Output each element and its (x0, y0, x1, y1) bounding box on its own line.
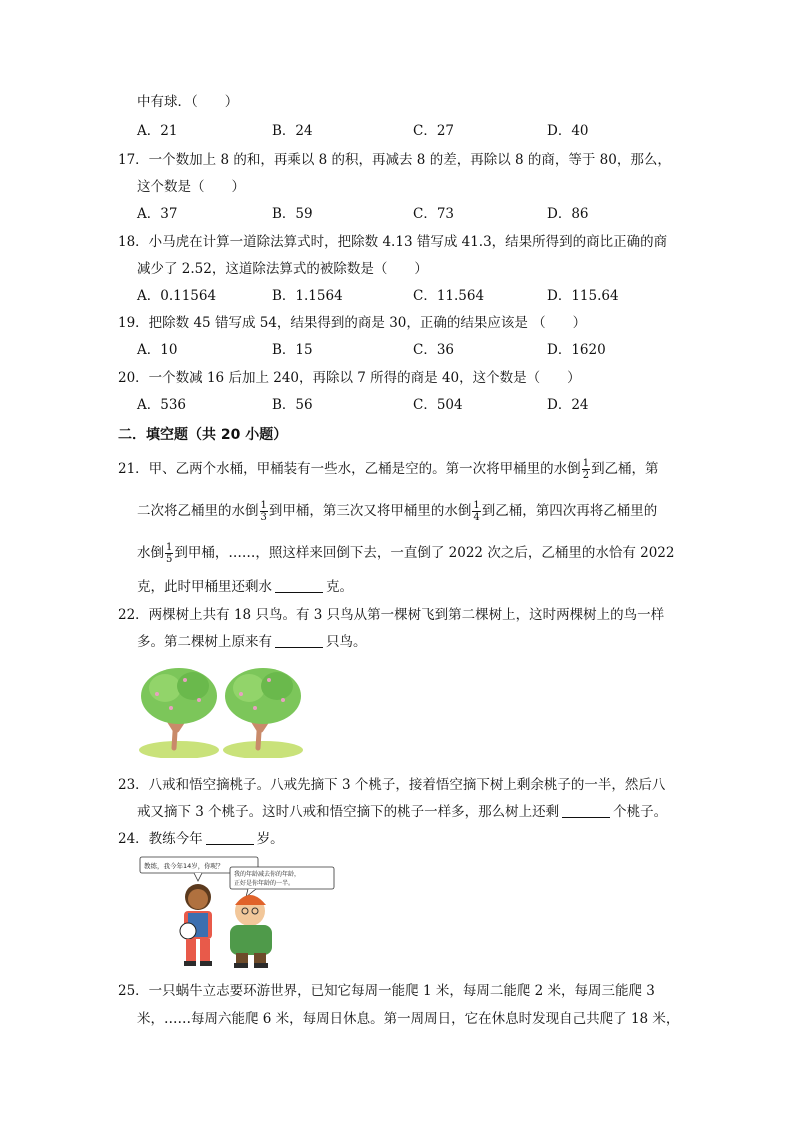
two-trees-illustration (137, 660, 305, 758)
q21-text: 克。 (326, 579, 353, 595)
q21-text: 到乙桶，第 (591, 461, 659, 477)
answer-blank[interactable] (275, 578, 323, 593)
q16-option-a[interactable]: A．21 (137, 123, 178, 139)
answer-blank[interactable] (206, 830, 254, 845)
q20-option-a[interactable]: A．536 (137, 397, 187, 413)
tree-1 (139, 668, 219, 758)
q20-line-1: 20．一个数减 16 后加上 240，再除以 7 所得的商是 40，这个数是（ ） (118, 370, 581, 386)
q18-line-2: 减少了 2.52，这道除法算式的被除数是（ ） (137, 261, 428, 277)
q17-options (137, 204, 637, 224)
q19-line-1: 19．把除数 45 错写成 54，结果得到的商是 30，正确的结果应该是 （ ） (118, 315, 587, 331)
q21-line-2 (137, 500, 657, 523)
answer-blank[interactable] (275, 633, 323, 648)
coach-figure (230, 895, 272, 968)
q20-option-c[interactable]: C．504 (413, 397, 463, 413)
q17-line-1: 17．一个数加上 8 的和，再乘以 8 的积，再减去 8 的差，再除以 8 的商，等于 80，那么， (118, 152, 671, 168)
q21-line-1 (118, 458, 659, 481)
q23-text: 戒又摘下 3 个桃子。这时八戒和悟空摘下的桃子一样多，那么树上还剩 (137, 804, 560, 820)
q18-options (137, 286, 637, 306)
boy-figure (180, 884, 212, 966)
q17-option-b[interactable]: B．59 (272, 206, 313, 222)
q23-line-1: 23．八戒和悟空摘桃子。八戒先摘下 3 个桃子，接着悟空摘下树上剩余桃子的一半，然后八 (118, 777, 666, 793)
q19-options (137, 340, 637, 360)
q21-text: 水倒 (137, 545, 164, 561)
q16-option-d[interactable]: D．40 (547, 123, 589, 139)
q21-line-3 (137, 542, 674, 565)
coach-and-boy-illustration (138, 855, 338, 970)
q20-options (137, 395, 637, 415)
q16-text: 中有球．（ ） (137, 94, 239, 110)
q16-options (137, 121, 637, 141)
q24-text: 岁。 (256, 831, 284, 847)
q22-text: 只鸟。 (326, 634, 367, 650)
q19-option-c[interactable]: C．36 (413, 342, 455, 358)
q21-text: 克，此时甲桶里还剩水 (137, 579, 272, 595)
q21-line-4 (137, 577, 353, 597)
fraction-quarter: $\frac{1}{4}$ (473, 500, 480, 523)
svg-text:教练，我今年14岁，你呢？: 教练，我今年14岁，你呢？ (144, 862, 224, 870)
q17-option-c[interactable]: C．73 (413, 206, 455, 222)
q18-option-b[interactable]: B．1.1564 (272, 288, 343, 304)
q20-option-b[interactable]: B．56 (272, 397, 313, 413)
q18-option-a[interactable]: A．0.11564 (137, 288, 217, 304)
q24-text: 24．教练今年 (118, 831, 203, 847)
q21-text: 到甲桶，……，照这样来回倒下去，一直倒了 2022 次之后，乙桶里的水恰有 2022 (174, 545, 675, 561)
q22-text: 多。第二棵树上原来有 (137, 634, 272, 650)
q23-line-2 (137, 802, 667, 822)
fraction-fifth: $\frac{1}{5}$ (166, 542, 173, 565)
q18-option-d[interactable]: D．115.64 (547, 288, 619, 304)
q17-line-2: 这个数是（ ） (137, 179, 245, 195)
q24-line-1 (118, 829, 284, 849)
q16-option-b[interactable]: B．24 (272, 123, 313, 139)
q21-text: 21．甲、乙两个水桶，甲桶装有一些水，乙桶是空的。第一次将甲桶里的水倒 (118, 461, 581, 477)
speech-bubble-right (230, 867, 334, 897)
q22-line-1: 22．两棵树上共有 18 只鸟。有 3 只鸟从第一棵树飞到第二棵树上，这时两棵树上的鸟一样 (118, 607, 665, 623)
q21-text: 到乙桶，第四次再将乙桶里的 (481, 503, 658, 519)
fraction-third: $\frac{1}{3}$ (260, 500, 267, 523)
q20-option-d[interactable]: D．24 (547, 397, 589, 413)
q17-option-a[interactable]: A．37 (137, 206, 178, 222)
svg-text:我的年龄减去你的年龄，: 我的年龄减去你的年龄， (234, 871, 301, 878)
q19-option-b[interactable]: B．15 (272, 342, 313, 358)
q23-text: 个桃子。 (613, 804, 668, 820)
q19-option-a[interactable]: A．10 (137, 342, 178, 358)
q18-line-1: 18．小马虎在计算一道除法算式时，把除数 4.13 错写成 41.3，结果所得到的商比正确的商 (118, 234, 668, 250)
q22-line-2 (137, 632, 367, 652)
q21-text: 二次将乙桶里的水倒 (137, 503, 259, 519)
q16-option-c[interactable]: C．27 (413, 123, 455, 139)
q19-option-d[interactable]: D．1620 (547, 342, 606, 358)
q21-text: 到甲桶，第三次又将甲桶里的水倒 (268, 503, 472, 519)
q25-line-2: 米，……每周六能爬 6 米，每周日休息。第一周周日，它在休息时发现自己共爬了 18 米， (137, 1011, 680, 1027)
q25-line-1: 25．一只蜗牛立志要环游世界，已知它每周一能爬 1 米，每周二能爬 2 米，每周三能爬 3 (118, 983, 655, 999)
tree-2 (223, 668, 303, 758)
q17-option-d[interactable]: D．86 (547, 206, 589, 222)
q18-option-c[interactable]: C．11.564 (413, 288, 485, 304)
fraction-half: $\frac{1}{2}$ (582, 458, 590, 481)
section-heading: 二．填空题（共 20 小题） (118, 427, 288, 443)
svg-text:正好是你年龄的一半。: 正好是你年龄的一半。 (234, 880, 295, 887)
answer-blank[interactable] (562, 803, 610, 818)
